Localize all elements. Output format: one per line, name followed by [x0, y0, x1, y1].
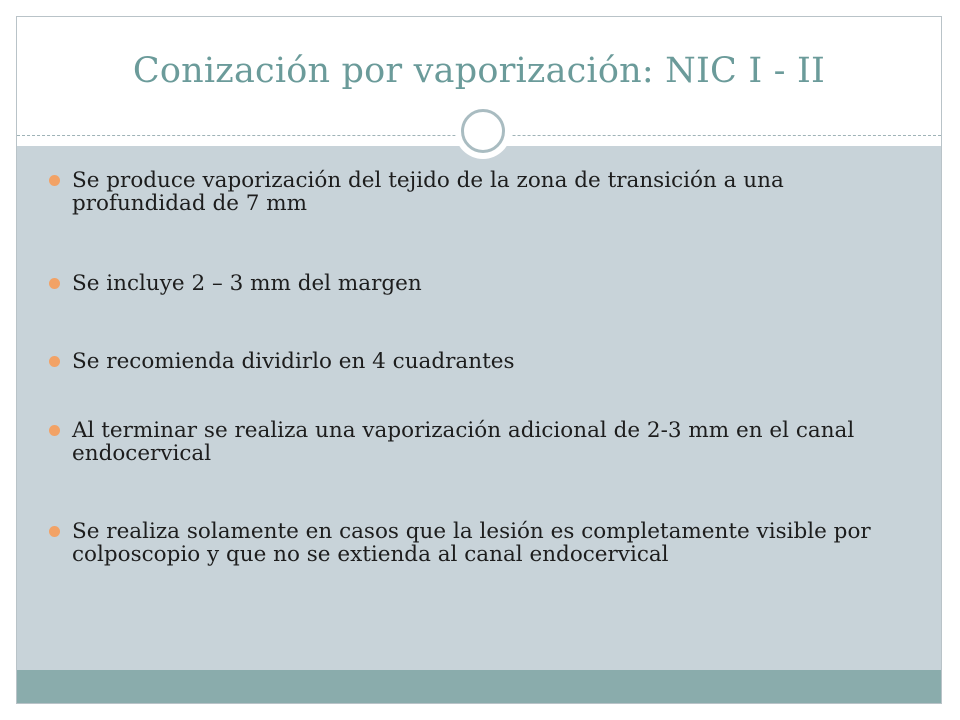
bullet-dot-icon	[49, 425, 60, 436]
bullet-item	[49, 350, 909, 373]
bullet-list	[17, 146, 941, 670]
bullet-item	[49, 520, 909, 566]
bullet-text: Al terminar se realiza una vaporización adicional de 2-3 mm en el canal endocervical	[72, 418, 855, 466]
slide-title: Conización por vaporización: NIC I - II	[132, 51, 826, 91]
bullet-dot-icon	[49, 356, 60, 367]
bullet-item	[49, 272, 909, 295]
bullet-text: Se realiza solamente en casos que la lesión es completamente visible por colposcopio y que no se extienda al canal endocervical	[72, 519, 871, 567]
bullet-dot-icon	[49, 278, 60, 289]
bottom-band	[17, 670, 941, 704]
bullet-text: Se produce vaporización del tejido de la zona de transición a una profundidad de 7 mm	[72, 168, 784, 216]
ring-icon	[461, 109, 505, 153]
bullet-item	[49, 169, 909, 215]
circle-ornament-icon	[455, 103, 511, 159]
bullet-text: Se incluye 2 – 3 mm del margen	[72, 271, 422, 296]
bullet-dot-icon	[49, 175, 60, 186]
slide-frame	[16, 16, 942, 704]
content-area	[17, 146, 941, 670]
bullet-item	[49, 419, 909, 465]
bullet-dot-icon	[49, 526, 60, 537]
bullet-text: Se recomienda dividirlo en 4 cuadrantes	[72, 349, 515, 374]
